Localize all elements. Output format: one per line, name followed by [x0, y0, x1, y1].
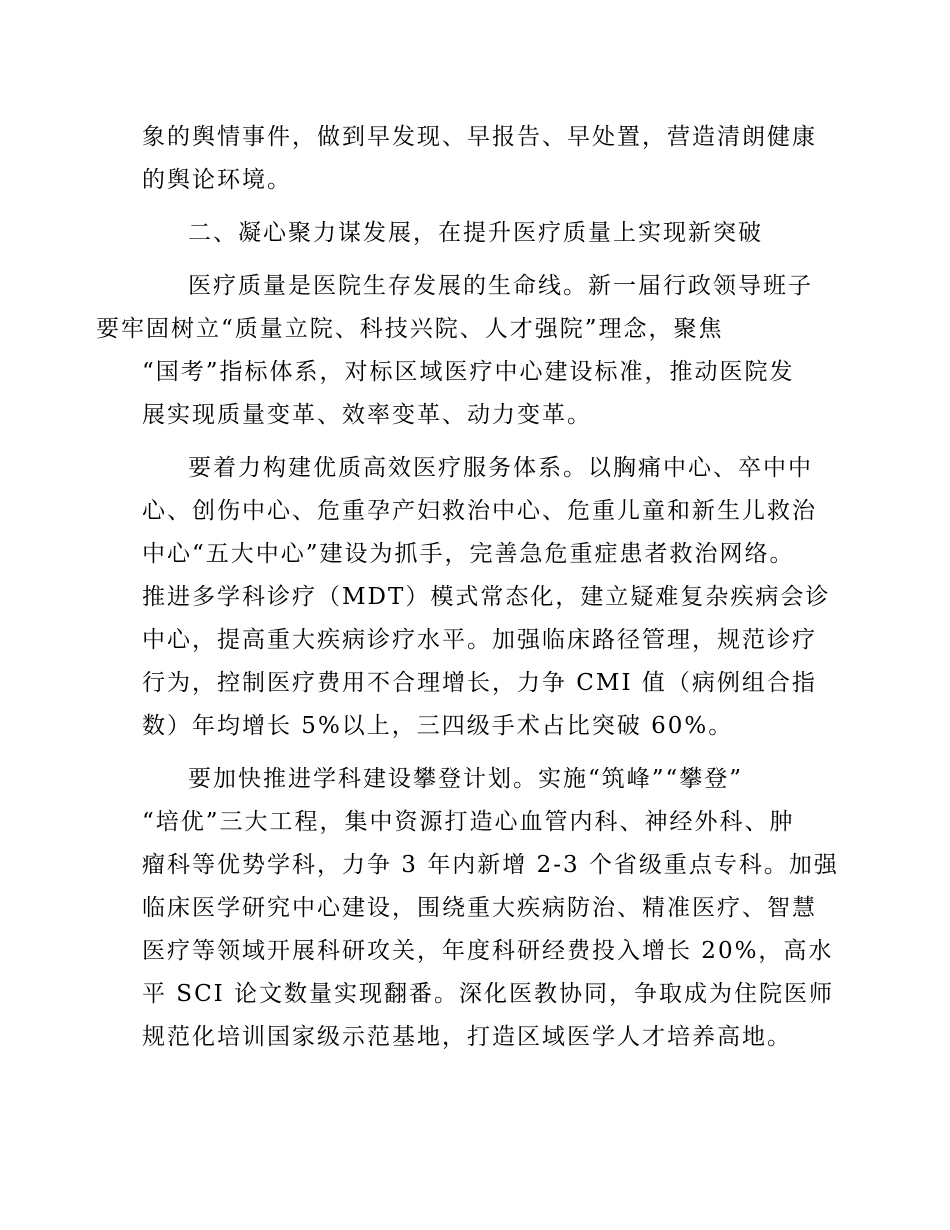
paragraph-continuation — [142, 116, 817, 202]
text-line: 要牢固树立“质量立院、科技兴院、人才强院”理念，聚焦 — [96, 316, 724, 342]
text-line: 要着力构建优质高效医疗服务体系。以胸痛中心、卒中中 — [188, 455, 813, 481]
text-line: 瘤科等优势学科，力争 3 年内新增 2-3 个省级重点专科。加强 — [142, 852, 839, 878]
text-line: 临床医学研究中心建设，围绕重大疾病防治、精准医疗、智慧 — [142, 895, 817, 921]
text-line: “培优”三大工程，集中资源打造心血管内科、神经外科、肿 — [142, 809, 795, 835]
text-line: 象的舆情事件，做到早发现、早报告、早处置，营造清朗健康 — [142, 124, 817, 150]
text-line: 推进多学科诊疗（MDT）模式常态化，建立疑难复杂疾病会诊 — [142, 584, 831, 610]
heading-text: 二、凝心聚力谋发展，在提升医疗质量上实现新突破 — [188, 220, 763, 246]
text-line: 心、创伤中心、危重孕产妇救治中心、危重儿童和新生儿救治 — [142, 498, 817, 524]
text-line: “国考”指标体系，对标区域医疗中心建设标准，推动医院发 — [142, 359, 795, 385]
text-line: 规范化培训国家级示范基地，打造区域医学人才培养高地。 — [142, 1024, 792, 1050]
text-line: 要加快推进学科建设攀登计划。实施“筑峰”“攀登” — [188, 766, 744, 792]
text-line: 行为，控制医疗费用不合理增长，力争 CMI 值（病例组合指 — [142, 670, 817, 696]
text-line: 医疗质量是医院生存发展的生命线。新一届行政领导班子 — [188, 273, 813, 299]
text-line: 数）年均增长 5%以上，三四级手术占比突破 60%。 — [142, 713, 734, 739]
paragraph-service-system — [142, 447, 831, 748]
text-line: 平 SCI 论文数量实现翻番。深化医教协同，争取成为住院医师 — [142, 981, 835, 1007]
section-heading — [142, 212, 812, 255]
text-line: 中心，提高重大疾病诊疗水平。加强临床路径管理，规范诊疗 — [142, 627, 817, 653]
paragraph-medical-quality — [96, 265, 813, 437]
text-line: 医疗等领域开展科研攻关，年度科研经费投入增长 20%，高水 — [142, 938, 834, 964]
text-line: 展实现质量变革、效率变革、动力变革。 — [142, 402, 592, 428]
paragraph-discipline-building — [142, 758, 839, 1059]
text-line: 中心“五大中心”建设为抓手，完善急危重症患者救治网络。 — [142, 541, 795, 567]
document-body — [96, 116, 839, 1069]
text-line: 的舆论环境。 — [142, 167, 292, 193]
